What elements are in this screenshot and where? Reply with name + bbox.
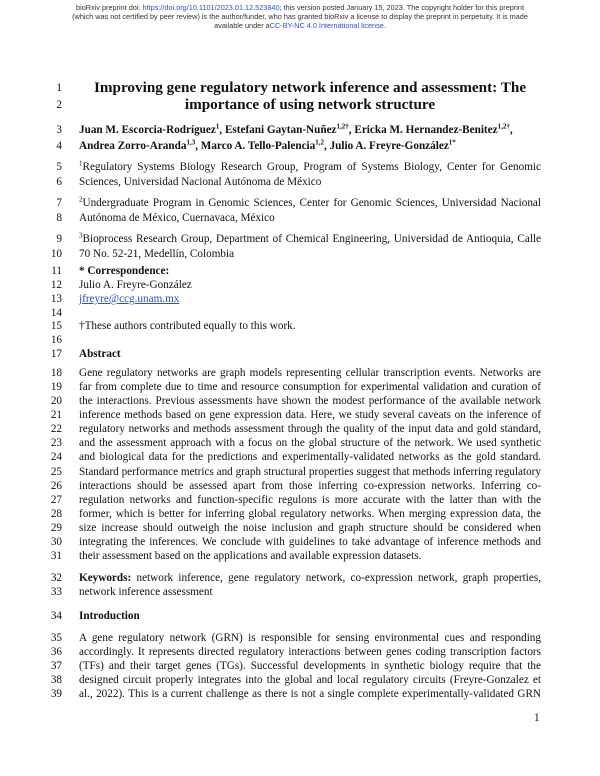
line-number: 3 (56, 124, 62, 136)
text-line (79, 278, 541, 292)
text-line (79, 211, 541, 225)
separator: , (348, 124, 355, 136)
author-name: Julio A. Freyre-González (329, 140, 449, 152)
line-number: 23 (50, 437, 62, 449)
abstract-text: Standard performance metrics and graph structural properties suggest that methods inferring regulatory (79, 466, 541, 478)
text-line (79, 175, 541, 189)
line-number: 18 (50, 367, 62, 379)
author-superscript: 1,2† (336, 122, 349, 131)
text-line (79, 247, 541, 261)
introduction-heading: Introduction (79, 610, 140, 622)
line-number: 25 (50, 466, 62, 478)
line-number: 12 (50, 279, 62, 291)
introduction-text: A gene regulatory network (GRN) is responsible for sensing environmental cues and responding (79, 632, 541, 644)
text-line (79, 465, 541, 479)
line-number: 7 (56, 197, 62, 209)
author-superscript: 1* (448, 138, 456, 147)
text-line (79, 479, 541, 493)
line-number: 17 (50, 348, 62, 360)
text-line (79, 507, 541, 521)
line-number: 2 (56, 99, 62, 111)
line-number: 24 (50, 451, 62, 463)
text-line (79, 232, 541, 246)
abstract-text: interactions should be assessed apart from those inferring co-expression networks. Inferring co- (79, 480, 541, 492)
paper-title: importance of using network structure (184, 96, 436, 113)
line-number: 39 (50, 688, 62, 700)
text-line (79, 96, 541, 113)
text-line (79, 450, 541, 464)
header-text: . (383, 21, 386, 30)
line-number: 33 (50, 586, 62, 598)
separator: , (323, 140, 330, 152)
line-number: 4 (56, 140, 62, 152)
text-line (79, 549, 541, 563)
text-line (79, 380, 541, 394)
doi-link[interactable]: https://doi.org/10.1101/2023.01.12.523840 (142, 3, 280, 12)
introduction-text: (TFs) and their target genes (TGs). Successful developments in synthetic biology require that the (79, 660, 541, 672)
text-line (79, 535, 541, 549)
abstract-text: Gene regulatory networks are graph models representing cellular transcription events. Networks are (79, 367, 541, 379)
author-name: Estefani Gaytan-Nuñez (224, 124, 337, 136)
line-number: 1 (56, 82, 62, 94)
line-number: 5 (56, 161, 62, 173)
text-line (79, 571, 541, 585)
text-line (79, 631, 541, 645)
affiliation: Autónoma de México, Cuernavaca, México (79, 212, 275, 224)
text-line (79, 319, 541, 333)
introduction-text: al., 2022). This is a current challenge as there is not a single complete experimentally-validated GRN (79, 688, 541, 700)
line-number: 34 (50, 610, 62, 622)
text-line (79, 521, 541, 535)
line-number: 19 (50, 381, 62, 393)
text-line (79, 609, 541, 623)
abstract-text: size increase should outweigh the noise inclusion and graph structure should be considered when (79, 522, 541, 534)
line-number: 28 (50, 508, 62, 520)
abstract-text: inference methods based on gene expression data. Here, we study several caveats on the inference of (79, 409, 541, 421)
text-line (79, 645, 541, 659)
abstract-text: regulatory networks and methods assessment through the quality of the input data and gold standard, (79, 423, 541, 435)
separator: , (219, 124, 225, 136)
keywords-label: Keywords: (79, 572, 132, 584)
affiliation: 70 No. 52-21, Medellín, Colombia (79, 248, 235, 260)
text-line (79, 123, 541, 137)
text-line (79, 264, 541, 278)
license-link[interactable]: CC-BY-NC 4.0 International license (269, 21, 384, 30)
line-number: 27 (50, 494, 62, 506)
affiliation: Bioprocess Research Group, Department of Chemical Engineering, Universidad de Antioquia, Calle (82, 233, 541, 245)
affiliation: Undergraduate Program in Genomic Sciences, Center for Genomic Sciences, Universidad Nacional (82, 197, 541, 209)
line-number: 14 (50, 307, 62, 319)
line-number: 21 (50, 409, 62, 421)
equal-contribution-note: †These authors contributed equally to this work. (79, 320, 296, 332)
author-superscript: 1,3 (186, 138, 196, 147)
abstract-text: far from complete due to time and resource consumption for experimental validation and curation of (79, 381, 541, 393)
separator: , (509, 124, 513, 136)
author-name: Andrea Zorro-Aranda (79, 140, 187, 152)
keywords: network inference assessment (79, 586, 213, 598)
line-number: 36 (50, 646, 62, 658)
line-number: 37 (50, 660, 62, 672)
text-line (79, 394, 541, 408)
introduction-text: designed circuit properly integrates into the global and local regulatory circuits (Freyre-Gonzalez et (79, 674, 541, 686)
separator: , (195, 140, 201, 152)
line-number: 32 (50, 572, 62, 584)
author-superscript: 1,2† (497, 122, 510, 131)
text-line (79, 366, 541, 380)
page-number: 1 (534, 712, 540, 724)
abstract-text: regulation networks and function-specific regulons is more accurate with the latter than with the (79, 494, 541, 506)
abstract-text: and the assessment approach with a focus on the global structure of the network. We used synthetic (79, 437, 541, 449)
preprint-header-line1 (0, 3, 600, 12)
affiliation: Sciences, Universidad Nacional Autónoma de México (79, 176, 322, 188)
preprint-header-line3 (0, 21, 600, 30)
email-link[interactable]: jfreyre@ccg.unam.mx (79, 293, 180, 305)
header-text: bioRxiv preprint doi: (76, 3, 143, 12)
affiliation-superscript: 2 (79, 195, 83, 204)
line-number: 16 (50, 334, 62, 346)
author-superscript: 1 (215, 122, 220, 131)
affiliation: Regulatory Systems Biology Research Group, Program of Systems Biology, Center for Genomic (82, 161, 541, 173)
line-number: 13 (50, 293, 62, 305)
abstract-text: the interactions. Previous assessments have shown the modest performance of the available network (79, 395, 541, 407)
text-line (79, 585, 541, 599)
text-line (79, 160, 541, 174)
text-line (79, 659, 541, 673)
line-number: 22 (50, 423, 62, 435)
line-number: 10 (50, 248, 62, 260)
abstract-heading: Abstract (79, 348, 121, 360)
line-number: 30 (50, 536, 62, 548)
abstract-text: integrating the inferences. We conclude with guidelines to take advantage of inference methods and (79, 536, 541, 548)
line-number: 31 (50, 550, 62, 562)
text-line (79, 493, 541, 507)
text-line (79, 139, 541, 153)
affiliation-superscript: 1 (79, 159, 83, 168)
affiliation-superscript: 3 (79, 231, 83, 240)
text-line (79, 687, 541, 701)
text-line (79, 408, 541, 422)
correspondence-name: Julio A. Freyre-González (79, 279, 192, 291)
text-line (79, 673, 541, 687)
text-line (79, 436, 541, 450)
paper-title: Improving gene regulatory network inference and assessment: The (93, 79, 527, 96)
text-line (79, 196, 541, 210)
header-text: ; this version posted January 15, 2023. The copyright holder for this preprint (279, 3, 524, 12)
line-number: 6 (56, 176, 62, 188)
text-line (79, 292, 541, 306)
line-number: 35 (50, 632, 62, 644)
line-number: 15 (50, 320, 62, 332)
text-line (79, 422, 541, 436)
author-name: Ericka M. Hernandez-Benitez (354, 124, 498, 136)
line-number: 11 (51, 265, 62, 277)
keywords: network inference, gene regulatory network, co-expression network, graph properties, (131, 572, 541, 584)
line-number: 20 (50, 395, 62, 407)
line-number: 29 (50, 522, 62, 534)
correspondence-heading: * Correspondence: (79, 265, 170, 277)
header-text: available under a (214, 21, 270, 30)
abstract-text: their assessment based on the applications and available expression datasets. (79, 550, 422, 562)
line-number: 9 (56, 233, 62, 245)
text-line (79, 347, 541, 361)
line-number: 8 (56, 212, 62, 224)
abstract-text: and biological data for the predictions and experimentally-validated networks as the gold standard. (79, 451, 541, 463)
line-number: 26 (50, 480, 62, 492)
author-name: Marco A. Tello-Palencia (200, 140, 316, 152)
line-number: 38 (50, 674, 62, 686)
author-superscript: 1,2 (315, 138, 324, 147)
author-name: Juan M. Escorcia-Rodríguez (79, 124, 216, 136)
abstract-text: former, which is better for inferring global regulatory networks. When merging expression data, the (79, 508, 541, 520)
text-line (79, 79, 541, 96)
introduction-text: accordingly. It represents directed regulatory interactions between genes coding transcription factors (79, 646, 541, 658)
preprint-header-line2: (which was not certified by peer review) is the author/funder, who has granted bioRxiv a license to display the preprint in perpetuity. It is made (72, 12, 528, 21)
